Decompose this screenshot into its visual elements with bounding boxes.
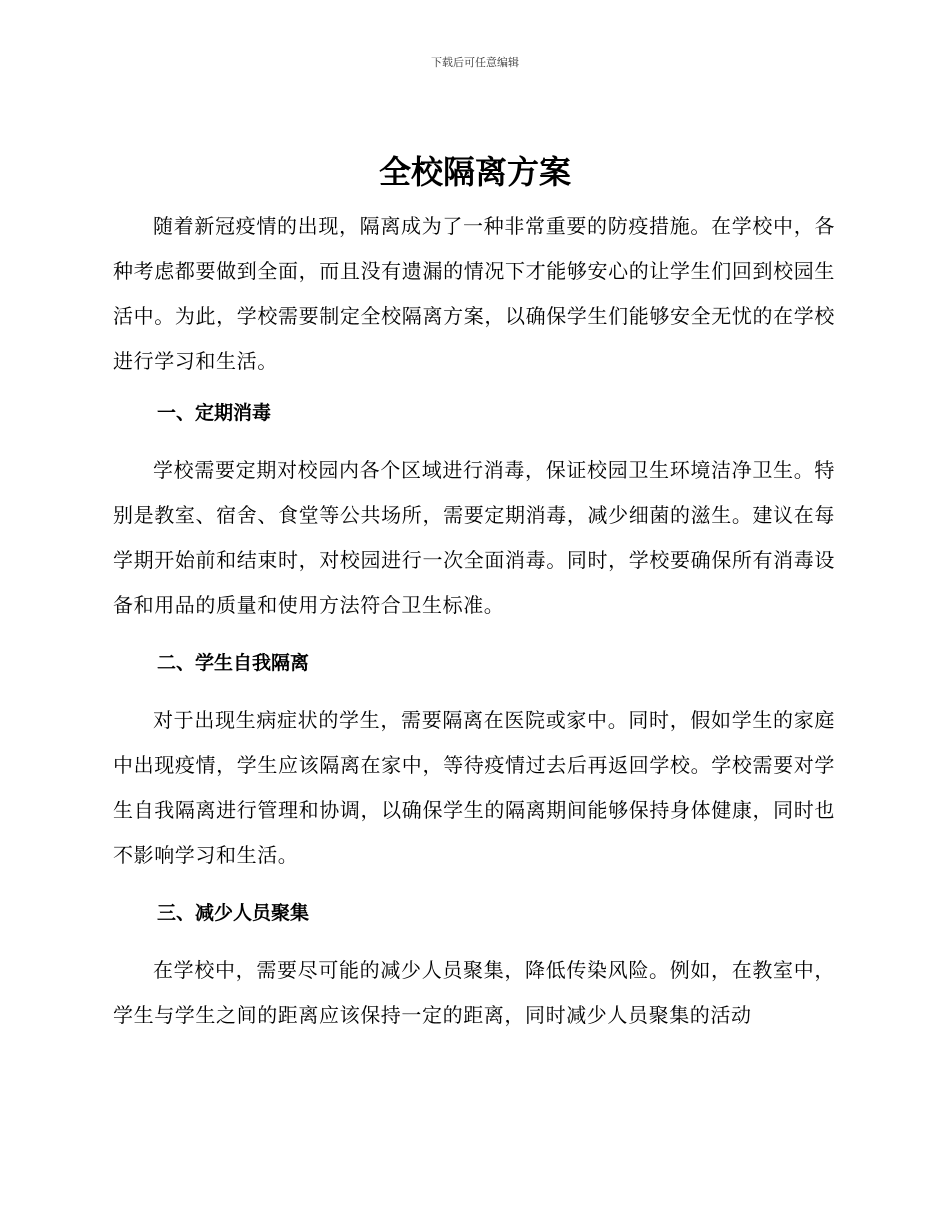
- section-heading-disinfection: 一、定期消毒: [157, 402, 272, 424]
- section-heading-self-isolation: 二、学生自我隔离: [157, 652, 310, 674]
- section-heading-reduce-gathering: 三、减少人员聚集: [157, 902, 310, 924]
- document-title: 全校隔离方案: [378, 153, 571, 191]
- section-paragraph-self-isolation: 对于出现生病症状的学生，需要隔离在医院或家中。同时，假如学生的家庭中出现疫情，学生应该隔离在家中，等待疫情过去后再返回学校。学校需要对学生自我隔离进行管理和协调，以确保学生的隔离期间能够保持身体健康，同时也不影响学习和生活。: [113, 708, 835, 867]
- intro-paragraph: 随着新冠疫情的出现，隔离成为了一种非常重要的防疫措施。在学校中，各种考虑都要做到全面，而且没有遗漏的情况下才能够安心的让学生们回到校园生活中。为此，学校需要制定全校隔离方案，以确保学生们能够安全无忧的在学校进行学习和生活。: [113, 214, 835, 373]
- section-paragraph-reduce-gathering: 在学校中，需要尽可能的减少人员聚集，降低传染风险。例如，在教室中，学生与学生之间的距离应该保持一定的距离，同时减少人员聚集的活动: [113, 958, 835, 1027]
- header-note: 下载后可任意编辑: [431, 56, 519, 69]
- section-paragraph-disinfection: 学校需要定期对校园内各个区域进行消毒，保证校园卫生环境洁净卫生。特别是教室、宿舍、食堂等公共场所，需要定期消毒，减少细菌的滋生。建议在每学期开始前和结束时，对校园进行一次全面消毒。同时，学校要确保所有消毒设备和用品的质量和使用方法符合卫生标准。: [113, 458, 835, 617]
